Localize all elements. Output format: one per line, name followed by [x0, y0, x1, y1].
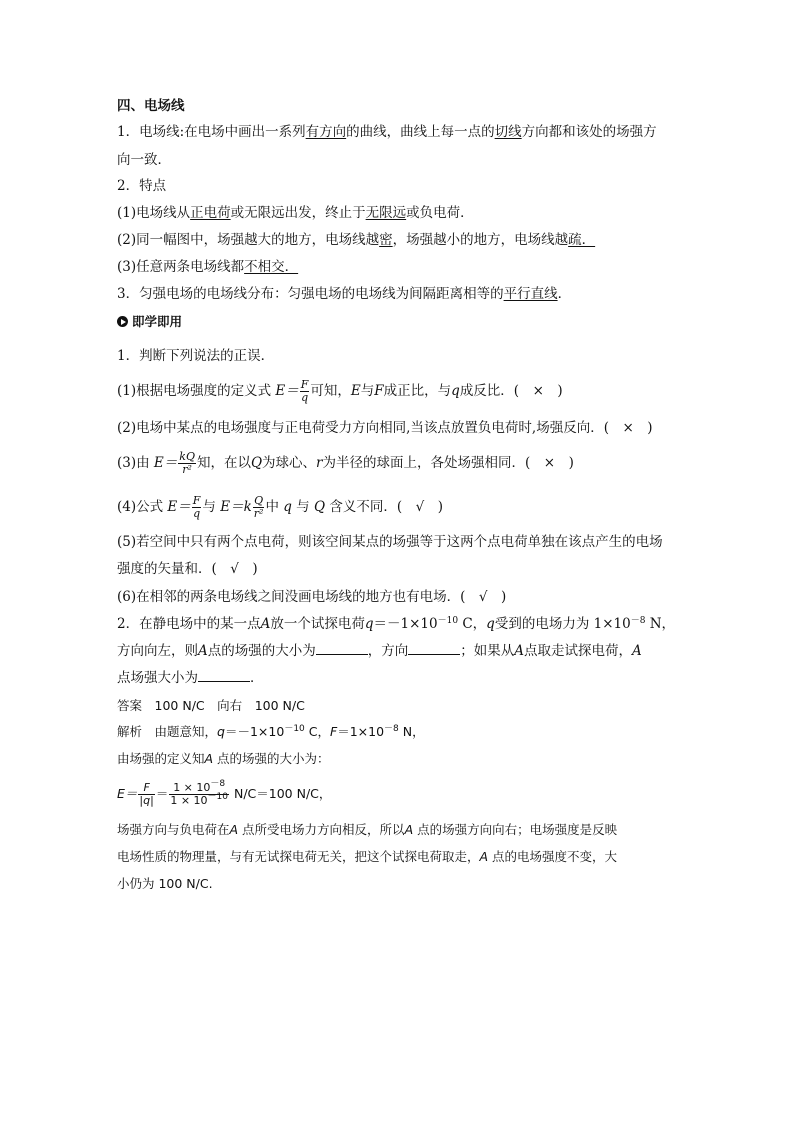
judgement-4: (4)公式 E＝ $\frac{F}{q}$ 与 E＝k $\frac{Q}{\text{r²}}$ 中 q 与 Q 含义不同．( √ ): [117, 494, 443, 520]
judgement-1: (1)根据电场强度的定义式 E＝ $\frac{F}{q}$ 可知，E与F成正比，与q成反比．( × ): [117, 378, 563, 404]
play-circle-icon: [117, 316, 128, 327]
conclusion-line-3: 小仍为 100 N/C.: [117, 876, 213, 891]
conclusion-line-2: 电场性质的物理量，与有无试探电荷无关，把这个试探电荷取走，A 点的电场强度不变，大: [117, 849, 618, 864]
fraction: $\frac{F}{q}$: [300, 378, 309, 404]
analysis-line-1: 解析 由题意知，$q=-1\times 10^{-10}$ C，$F=1\times 10^{-8}$ N，: [117, 724, 425, 739]
uniform-field-line: 3．匀强电场的电场线分布：匀强电场的电场线为间隔距离相等的平行直线．: [117, 286, 572, 302]
feature-1: (1)电场线从正电荷或无限远出发，终止于无限远或负电荷．: [117, 205, 474, 221]
fraction: $\frac{F}{|q|}$: [139, 781, 154, 807]
judgement-6: (6)在相邻的两条电场线之间没画电场线的地方也有电场．( √ ): [117, 589, 507, 605]
fraction: $\frac{1 \times 10^{-8}}{1 \times 10^{-10}}$: [170, 779, 228, 807]
conclusion-line-1: 场强方向与负电荷在A 点所受电场力方向相反，所以A 点的场强方向向右；电场强度是反映: [117, 822, 618, 837]
feature-2: (2)同一幅图中，场强越大的地方，电场线越密，场强越小的地方，电场线越疏．: [117, 232, 596, 248]
definition-line-2: 向一致．: [117, 152, 171, 168]
judgement-5-line-1: (5)若空间中只有两个点电荷，则该空间某点的场强等于这两个点电荷单独在该点产生的电场: [117, 534, 663, 550]
answer-blank: [408, 642, 460, 655]
section-title: 四、电场线: [117, 98, 185, 114]
question-2-line-1: 2．在静电场中的某一点A放一个试探电荷$q=-1\times 10^{-10}$ C，q受到的电场力为 $1\times 10^{-8}$ N，: [117, 616, 676, 632]
features-title: 2．特点: [117, 178, 167, 194]
analysis-formula: E＝ $\frac{F}{|q|}$ ＝ $\frac{1 \times 10^{-8}}{1 \times 10^{-10}}$ N/C＝100 N/C，: [117, 779, 332, 807]
definition-line-1: 1．电场线:在电场中画出一系列有方向的曲线，曲线上每一点的切线方向都和该处的场强方: [117, 124, 657, 140]
question-1-title: 1．判断下列说法的正误．: [117, 348, 275, 364]
judgement-3: (3)由 E＝ $\frac{kQ}{\text{r²}}$ 知，在以Q为球心、r为半径的球面上，各处场强相同．( × ): [117, 450, 574, 476]
answer-blank: [316, 642, 368, 655]
question-2-line-2: 方向向左，则A点的场强的大小为 ，方向 ；如果从A点取走试探电荷，A: [117, 643, 642, 659]
question-2-line-3: 点场强大小为 ．: [117, 670, 264, 686]
analysis-line-2: 由场强的定义知A 点的场强的大小为：: [117, 751, 330, 766]
answer-blank: [198, 669, 250, 682]
practice-heading: 即学即用: [117, 312, 182, 332]
fraction: $\frac{kQ}{\text{r²}}$: [179, 450, 195, 476]
fraction: $\frac{F}{q}$: [192, 494, 201, 520]
answer-line: 答案 100 N/C 向右 100 N/C: [117, 698, 305, 713]
judgement-2: (2)电场中某点的电场强度与正电荷受力方向相同,当该点放置负电荷时,场强反向．( × ): [117, 420, 653, 436]
judgement-5-line-2: 强度的矢量和．( √ ): [117, 561, 258, 577]
fraction: $\frac{Q}{\text{r²}}$: [253, 494, 264, 520]
feature-3: (3)任意两条电场线都不相交．: [117, 259, 299, 275]
